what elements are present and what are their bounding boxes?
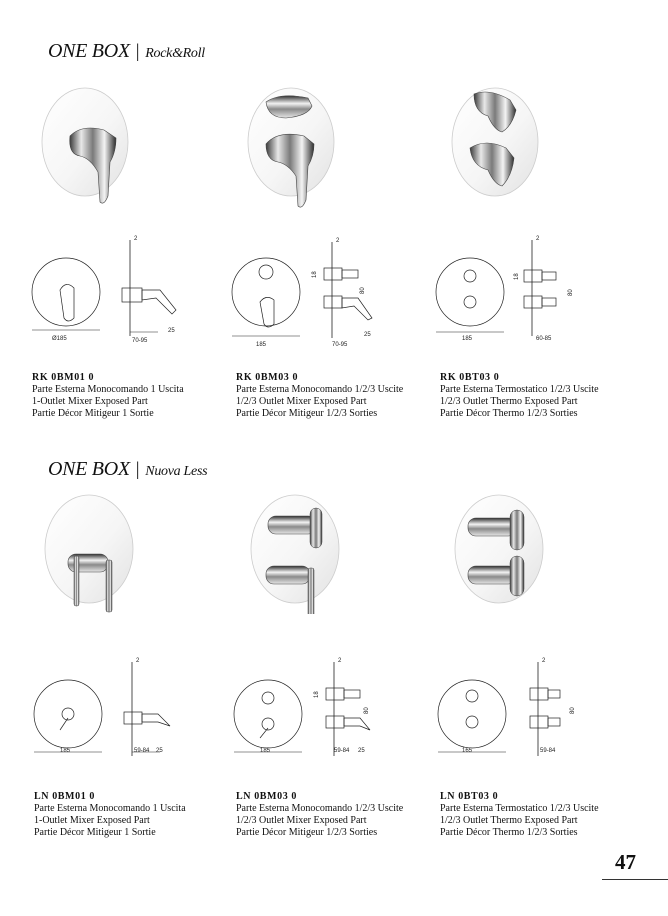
dim-top: 2: [338, 658, 342, 664]
section-title-nuovaless: [48, 458, 207, 481]
dim-diameter: 185: [60, 748, 71, 754]
page-number-rule: [602, 879, 668, 880]
product-description: [32, 384, 184, 420]
desc-line-en: 1/2/3 Outlet Mixer Exposed Part: [236, 396, 367, 407]
product-description: [236, 384, 403, 420]
dim-depth: 59-84: [540, 748, 556, 754]
product-description: [236, 803, 403, 839]
dim-top: 2: [136, 658, 140, 664]
dim-top: 2: [134, 236, 138, 242]
technical-drawing-rk-0bm01: [30, 232, 190, 347]
desc-line-fr: Partie Décor Mitigeur 1 Sortie: [34, 827, 156, 838]
desc-line-en: 1/2/3 Outlet Thermo Exposed Part: [440, 815, 578, 826]
product-description: [440, 384, 599, 420]
desc-line-en: 1-Outlet Mixer Exposed Part: [34, 815, 150, 826]
technical-drawing-ln-0bm03: [230, 652, 400, 767]
dim-side: 18: [514, 273, 520, 280]
product-code: LN 0BM01 0: [34, 791, 95, 802]
product-code: RK 0BT03 0: [440, 372, 500, 383]
desc-line-fr: Partie Décor Mitigeur 1 Sortie: [32, 408, 154, 419]
product-photo-ln-0bt03: [444, 494, 554, 614]
dim-depth: 59-84: [134, 748, 150, 754]
desc-line-it: Parte Esterna Monocomando 1/2/3 Uscite: [236, 803, 404, 814]
desc-line-en: 1/2/3 Outlet Mixer Exposed Part: [236, 815, 367, 826]
dim-diameter: 185: [462, 336, 473, 342]
desc-line-en: 1/2/3 Outlet Thermo Exposed Part: [440, 396, 578, 407]
dim-angle: 25: [168, 328, 175, 334]
desc-line-fr: Partie Décor Mitigeur 1/2/3 Sorties: [236, 408, 378, 419]
product-code: RK 0BM01 0: [32, 372, 95, 383]
product-code: LN 0BM03 0: [236, 791, 297, 802]
dim-side: 18: [312, 271, 318, 278]
title-separator: |: [135, 459, 140, 480]
brand-label: ONE BOX: [48, 40, 130, 62]
product-code: LN 0BT03 0: [440, 791, 499, 802]
technical-drawing-ln-0bt03: [434, 652, 604, 767]
dim-depth: 59-84: [334, 748, 350, 754]
dim-spacing: 80: [364, 707, 370, 714]
product-photo-rk-0bm03: [236, 72, 346, 222]
dim-depth: 70-95: [132, 338, 148, 344]
product-description: [440, 803, 599, 839]
desc-line-en: 1-Outlet Mixer Exposed Part: [32, 396, 148, 407]
section-title-rockroll: [48, 40, 205, 63]
desc-line-fr: Partie Décor Mitigeur 1/2/3 Sorties: [236, 827, 378, 838]
desc-line-fr: Partie Décor Thermo 1/2/3 Sorties: [440, 827, 578, 838]
dim-depth: 70-95: [332, 342, 348, 347]
technical-drawing-rk-0bm03: [230, 232, 400, 347]
dim-top: 2: [536, 236, 540, 242]
product-photo-rk-0bm01: [30, 72, 140, 222]
product-description: [34, 803, 186, 839]
dim-angle: 25: [156, 748, 163, 754]
dim-top: 2: [336, 238, 340, 244]
desc-line-fr: Partie Décor Thermo 1/2/3 Sorties: [440, 408, 578, 419]
dim-depth: 60-85: [536, 336, 552, 342]
product-photo-rk-0bt03: [440, 72, 550, 222]
dim-angle: 25: [364, 332, 371, 338]
dim-side: 18: [314, 691, 320, 698]
dim-spacing: 80: [568, 289, 574, 296]
dim-diameter: 165: [462, 748, 473, 754]
series-label: Rock&Roll: [145, 46, 205, 61]
technical-drawing-rk-0bt03: [432, 232, 602, 347]
desc-line-it: Parte Esterna Monocomando 1 Uscita: [34, 803, 186, 814]
series-label: Nuova Less: [145, 464, 208, 479]
dim-top: 2: [542, 658, 546, 664]
desc-line-it: Parte Esterna Termostatico 1/2/3 Uscite: [440, 384, 599, 395]
technical-drawing-ln-0bm01: [30, 652, 190, 767]
brand-label: ONE BOX: [48, 458, 130, 480]
dim-diameter: Ø185: [52, 336, 67, 342]
product-code: RK 0BM03 0: [236, 372, 299, 383]
dim-spacing: 80: [570, 707, 576, 714]
dim-diameter: 185: [260, 748, 271, 754]
desc-line-it: Parte Esterna Termostatico 1/2/3 Uscite: [440, 803, 599, 814]
product-photo-ln-0bm03: [240, 494, 350, 614]
page-number: 47: [615, 850, 636, 874]
dim-spacing: 80: [360, 287, 366, 294]
desc-line-it: Parte Esterna Monocomando 1 Uscita: [32, 384, 184, 395]
title-separator: |: [135, 41, 140, 62]
product-photo-ln-0bm01: [34, 494, 144, 614]
dim-diameter: 185: [256, 342, 267, 347]
dim-angle: 25: [358, 748, 365, 754]
desc-line-it: Parte Esterna Monocomando 1/2/3 Uscite: [236, 384, 404, 395]
